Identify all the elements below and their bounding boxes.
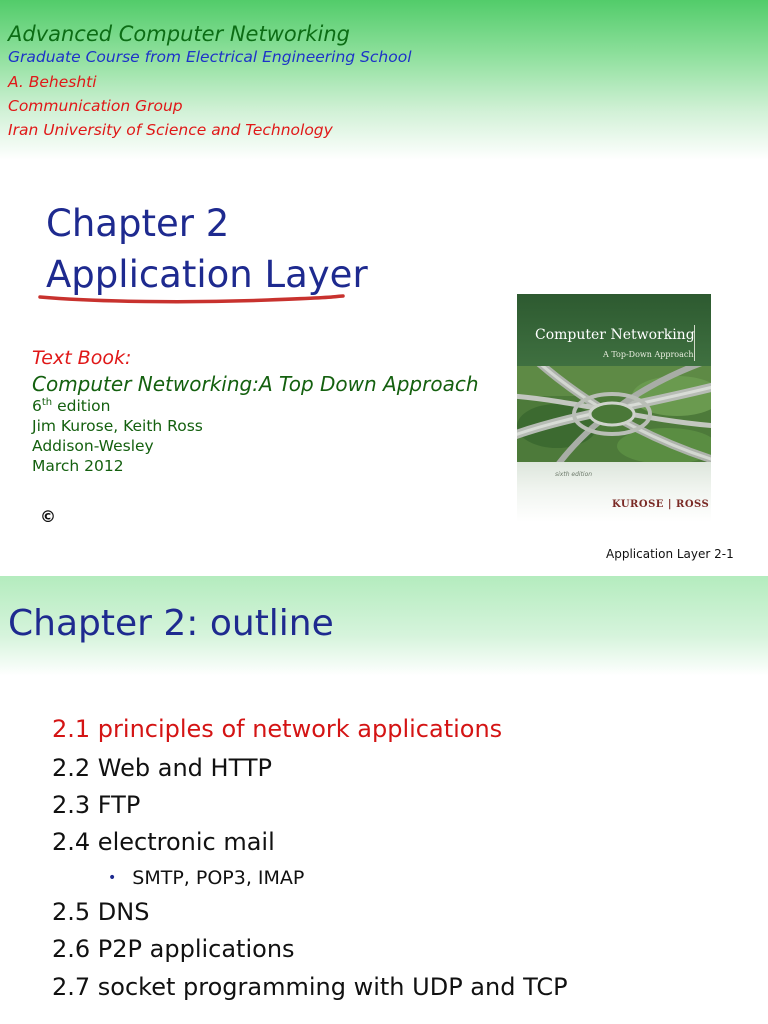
author-name: A. Beheshti (8, 73, 97, 91)
book-cover-authors: KUROSE | ROSS (612, 499, 710, 510)
copyright-symbol: © (40, 507, 56, 526)
chapter-number: Chapter 2 (46, 202, 230, 245)
outline-item-2-3: 2.3 FTP (52, 791, 141, 819)
bullet-icon: • (108, 870, 117, 886)
book-cover-edition: sixth edition (555, 471, 593, 478)
textbook-label: Text Book: (32, 347, 132, 369)
textbook-publisher: Addison-Wesley (32, 437, 154, 455)
textbook-title: Computer Networking:A Top Down Approach (32, 372, 479, 396)
textbook-date: March 2012 (32, 457, 124, 475)
textbook-authors: Jim Kurose, Keith Ross (32, 417, 203, 435)
group-name: Communication Group (8, 97, 183, 115)
outline-title: Chapter 2: outline (8, 603, 334, 644)
textbook-edition: 6th edition (32, 397, 111, 416)
outline-item-2-4: 2.4 electronic mail (52, 828, 275, 856)
outline-item-2-1: 2.1 principles of network applications (52, 715, 503, 743)
university-name: Iran University of Science and Technology (8, 121, 333, 139)
course-subtitle: Graduate Course from Electrical Engineering School (8, 48, 412, 66)
book-cover-subtitle: A Top-Down Approach (603, 350, 694, 359)
outline-subitem (108, 869, 304, 888)
outline-item-2-5: 2.5 DNS (52, 898, 150, 926)
book-cover-bottom (517, 462, 711, 522)
book-cover-image (517, 294, 711, 522)
outline-item-2-6: 2.6 P2P applications (52, 935, 295, 963)
page-label: Application Layer 2-1 (606, 547, 734, 561)
outline-subitem-text: SMTP, POP3, IMAP (132, 867, 305, 889)
highway-interchange-image (517, 366, 711, 462)
chapter-name: Application Layer (46, 253, 368, 296)
outline-item-2-2: 2.2 Web and HTTP (52, 754, 272, 782)
red-underline (38, 288, 348, 308)
outline-item-2-7: 2.7 socket programming with UDP and TCP (52, 973, 568, 1001)
course-name: Advanced Computer Networking (8, 22, 350, 46)
book-cover-title: Computer Networking (535, 327, 695, 343)
slide-outline (0, 576, 768, 1024)
